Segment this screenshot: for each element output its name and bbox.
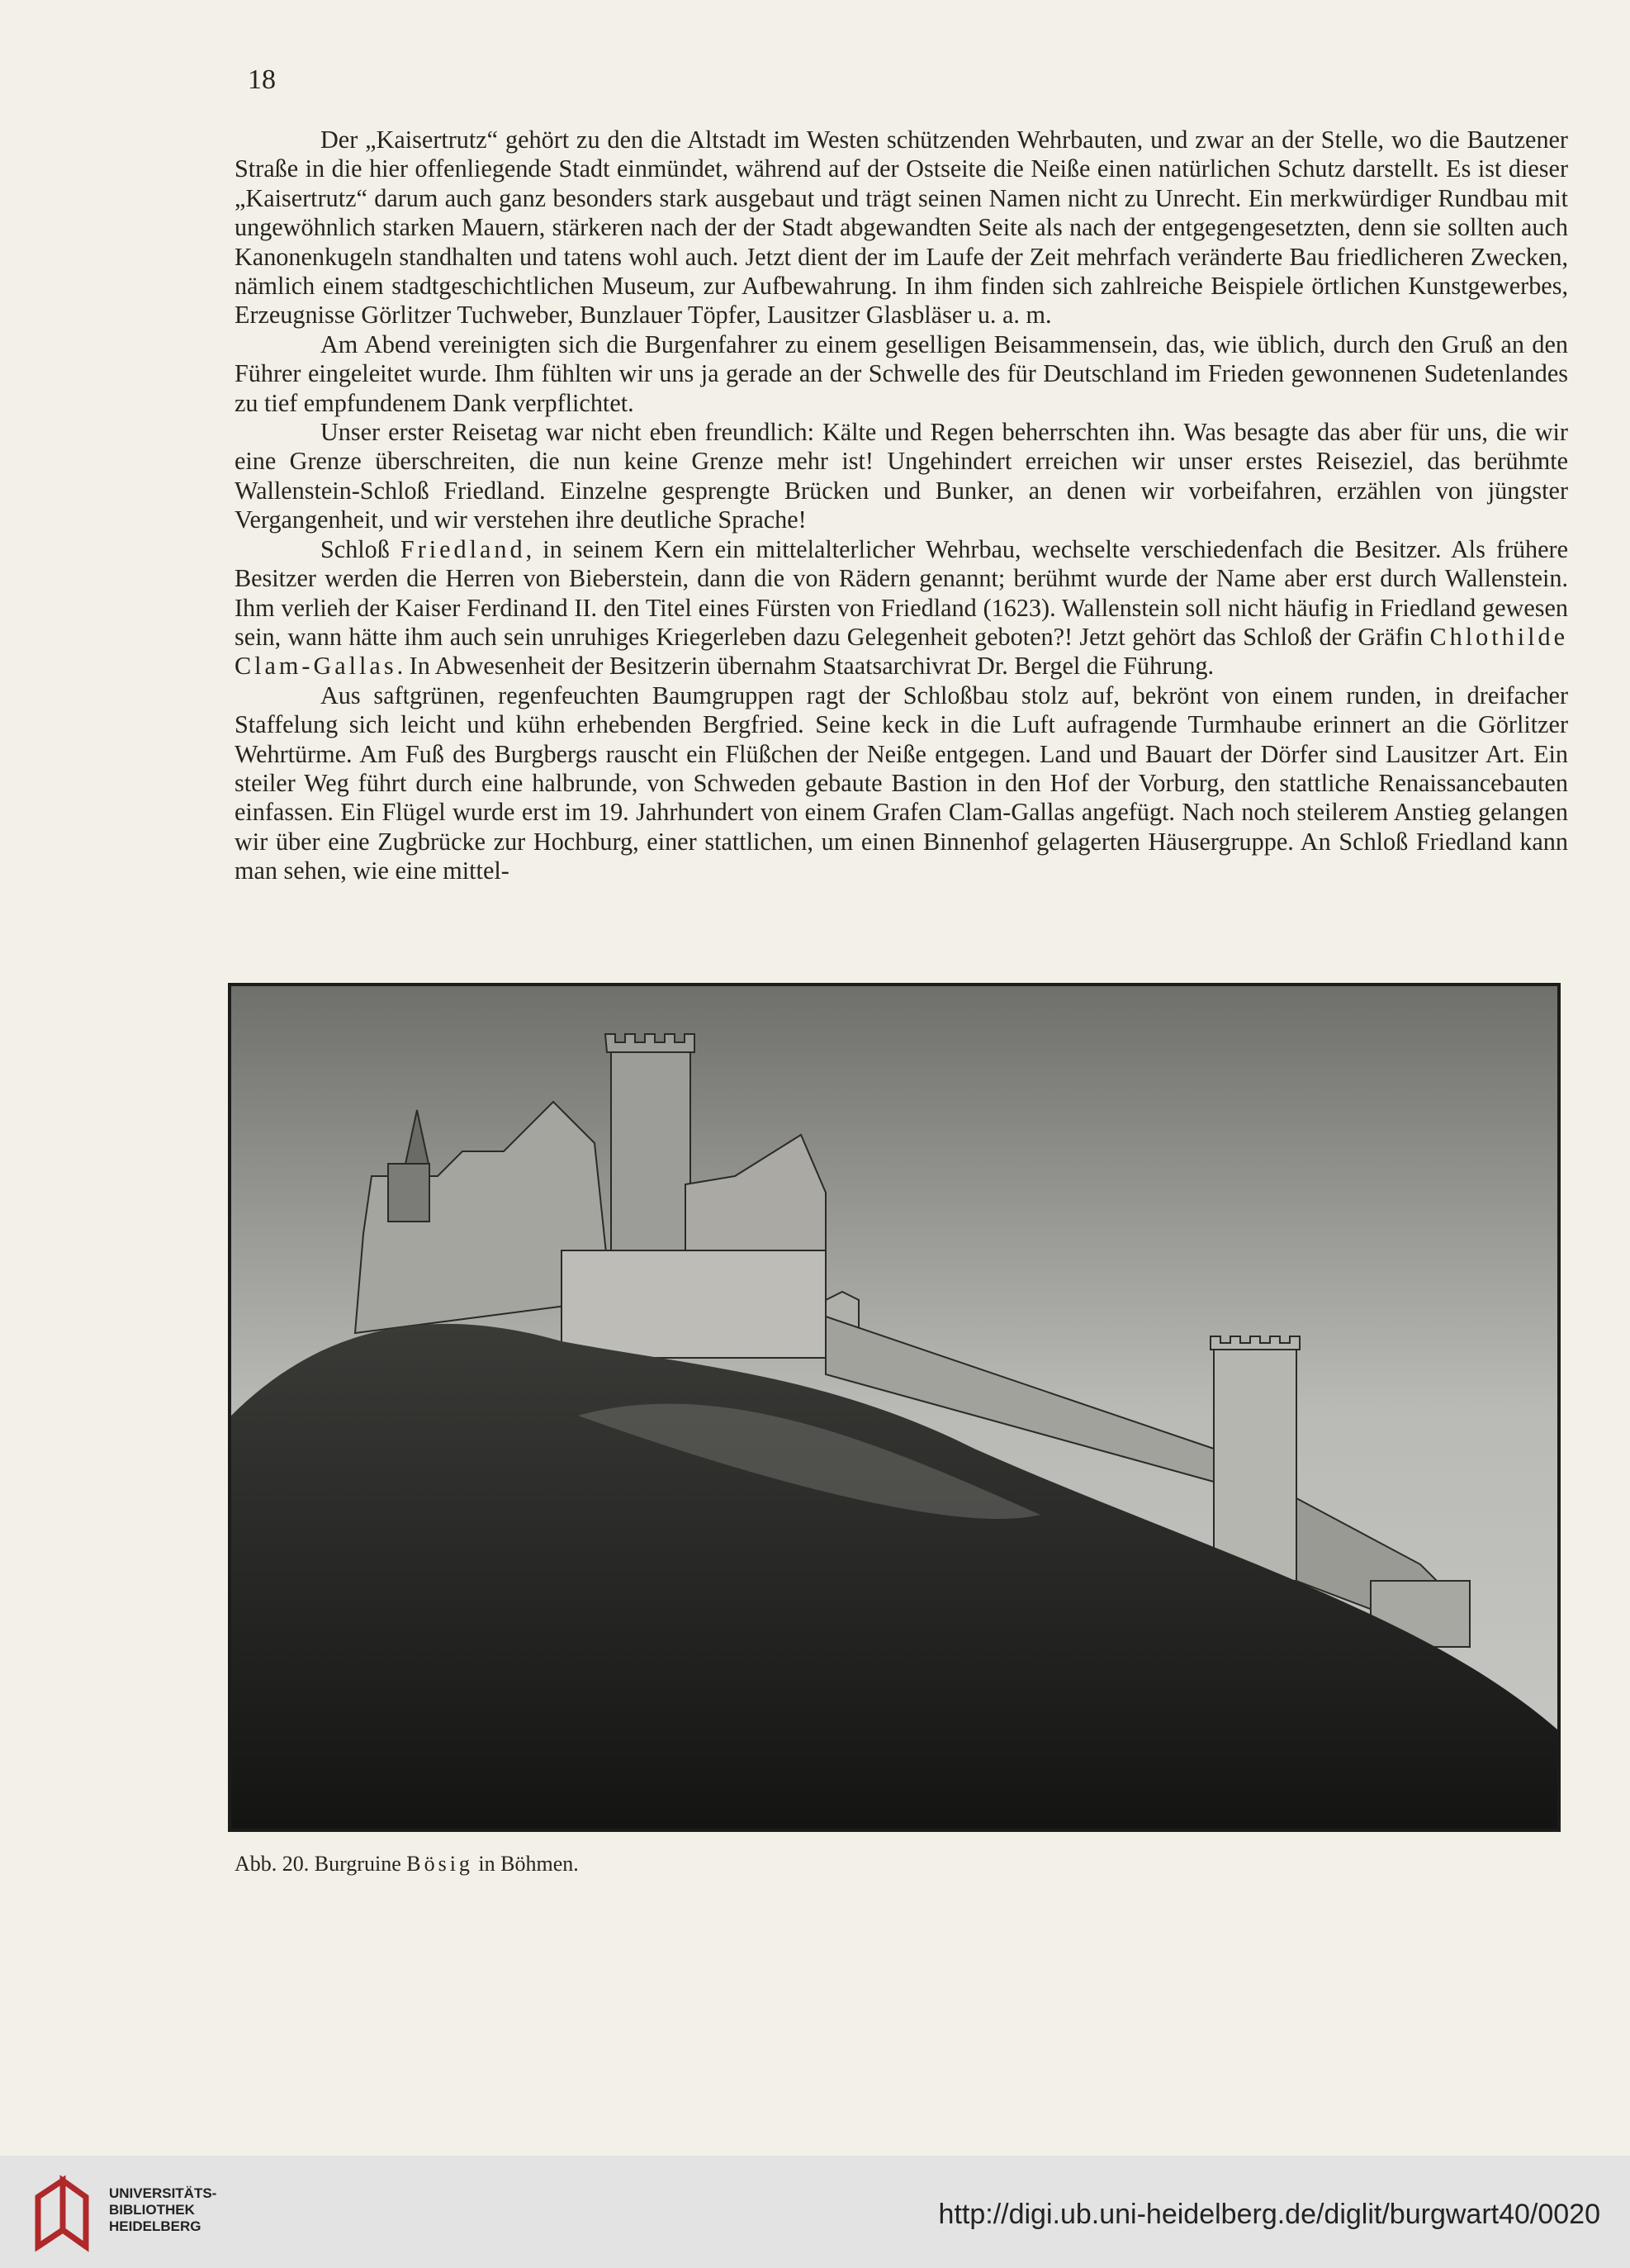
body-text: [235, 126, 1568, 886]
paragraph-kaisertrutz: Der „Kaisertrutz“ gehört zu den die Altstadt im Westen schützenden Wehrbauten, und zwar an der Stelle, wo die Bautzener Straße in die hier offenliegende Stadt einmündet, während auf der Ostseite die Neiße einen natürlichen Schutz darstellt. Es ist dieser „Kaisertrutz“ darum auch ganz besonders stark ausgebaut und trägt seinen Namen nicht zu Unrecht. Ein merkwürdiger Rundbau mit ungewöhnlich starken Mauern, stärkeren nach der der Stadt abgewandten Seite als nach der entgegengesetzten, denn sie sollten auch Kanonenkugeln standhalten und tatens wohl auch. Jetzt dient der im Laufe der Zeit mehrfach veränderte Bau friedlicheren Zwecken, nämlich einem stadtgeschichtlichen Museum, zur Aufbewahrung. In ihm finden sich zahlreiche Beispiele örtlichen Kunstgewerbes, Erzeugnisse Görlitzer Tuchweber, Bunzlauer Töpfer, Lausitzer Glasbläser u. a. m.: [235, 126, 1568, 330]
caption-suffix: in Böhmen.: [472, 1852, 579, 1876]
library-logo-icon[interactable]: [30, 2172, 94, 2255]
figure-caption: [235, 1852, 579, 1877]
paragraph-schlossbau: Aus saftgrünen, regenfeuchten Baumgruppen ragt der Schloßbau stolz auf, bekrönt von einem runden, in dreifacher Staffelung sich leicht und kühn erhebenden Bergfried. Seine keck in die Luft aufragende Turmhaube erinnert an die Görlitzer Wehrtürme. Am Fuß des Burgbergs rauscht ein Flüßchen der Neiße entgegen. Land und Bauart der Dörfer sind Lausitzer Art. Ein steiler Weg führt durch eine halbrunde, von Schweden gebaute Bastion in den Hof der Vorburg, den stattliche Renaissancebauten einfassen. Ein Flügel wurde erst im 19. Jahrhundert von einem Grafen Clam-Gallas angefügt. Nach noch steilerem Anstieg gelangen wir über eine Zugbrücke zur Hochburg, einer stattlichen, um einen Binnenhof gelagerten Häusergruppe. An Schloß Friedland kann man sehen, wie eine mittel-: [235, 681, 1568, 885]
paragraph-text: , in seinem Kern ein mittelalterlicher Wehrbau, wechselte verschiedenfach die Besitzer. Als frühere Besitzer werden die Herren von Bieberstein, dann die von Rädern genannt; berühmt wurde der Name aber erst durch Wallenstein. Ihm verlieh der Kaiser Ferdinand II. den Titel eines Fürsten von Friedland (1623). Wallenstein soll nicht häufig in Friedland gewesen sein, wann hätte ihm auch sein unruhiges Kriegerleben dazu Gelegenheit geboten?! Jetzt gehört das Schloß der Gräfin: [235, 534, 1568, 651]
castle-ruin-image: [231, 986, 1557, 1829]
paragraph-abend: Am Abend vereinigten sich die Burgenfahrer zu einem geselligen Beisammensein, das, wie üblich, durch den Gruß an den Führer eingeleitet wurde. Ihm fühlten wir uns ja gerade an der Schwelle des für Deutschland im Frieden gewonnenen Sudetenlandes zu tief empfundenem Dank verpflichtet.: [235, 330, 1568, 417]
spaced-name-friedland: Friedland: [400, 534, 526, 563]
paragraph-schloss-friedland: [235, 535, 1568, 681]
footer-bar: [0, 2156, 1630, 2268]
library-name[interactable]: [109, 2185, 216, 2235]
caption-spaced-name: Bösig: [406, 1852, 473, 1876]
spaced-name-countess: Chlothilde Clam-Gallas: [235, 622, 1568, 681]
paragraph-reisetag: Unser erster Reisetag war nicht eben freundlich: Kälte und Regen beherrschten ihn. Was besagte das aber für uns, die wir eine Grenze überschreiten, die nun keine Grenze mehr ist! Ungehindert erreichen wir unser erstes Reiseziel, das berühmte Wallenstein-Schloß Friedland. Einzelne gesprengte Brücken und Bunker, an denen wir vorbeifahren, erzählen von jüngster Vergangenheit, und wir verstehen ihre deutliche Sprache!: [235, 418, 1568, 534]
library-name-line: UNIVERSITÄTS-: [109, 2185, 217, 2201]
page-url-link[interactable]: http://digi.ub.uni-heidelberg.de/diglit/burgwart40/0020: [938, 2199, 1600, 2230]
paragraph-text: . In Abwesenheit der Besitzerin übernahm Staatsarchivrat Dr. Bergel die Führung.: [396, 652, 1215, 681]
library-name-line: HEIDELBERG: [109, 2218, 201, 2234]
page-number: 18: [248, 64, 276, 95]
paragraph-text: Schloß: [320, 534, 400, 563]
caption-prefix: Abb. 20. Burgruine: [235, 1852, 407, 1876]
library-name-line: BIBLIOTHEK: [109, 2202, 195, 2218]
castle-photograph: [228, 983, 1561, 1832]
